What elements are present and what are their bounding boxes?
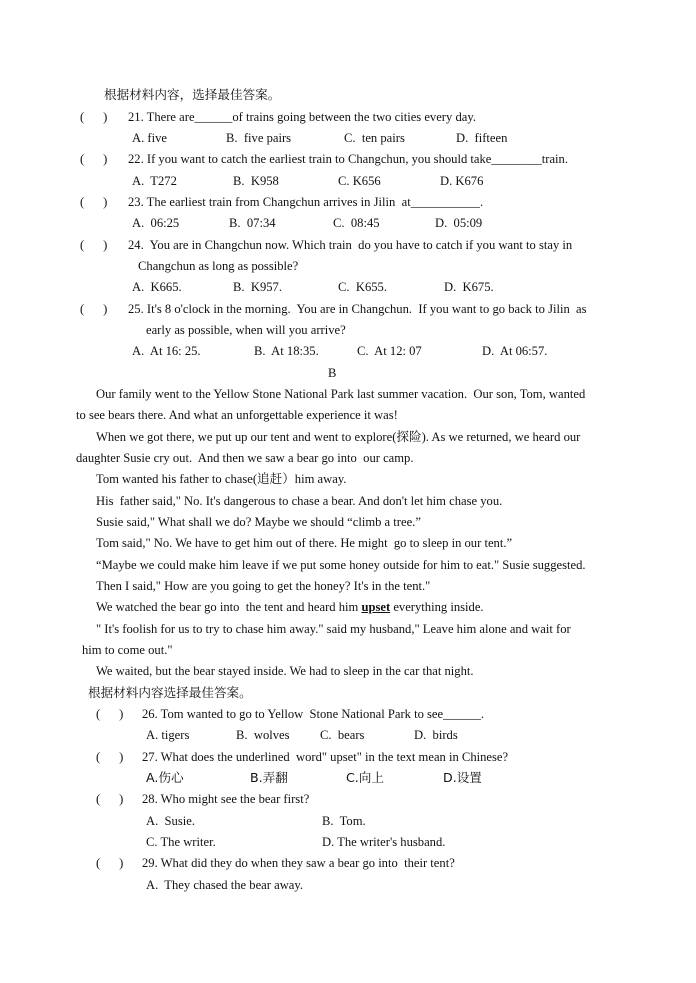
passage-text: We watched the bear go into the tent and heard him	[96, 600, 362, 614]
question-28-option-a: A. Susie.	[146, 814, 195, 828]
question-21-option-a: A. five	[132, 131, 167, 145]
question-23-option-d: D. 05:09	[435, 216, 483, 230]
question-21-bracket: ( )	[80, 110, 108, 124]
question-28-stem: 28. Who might see the bear first?	[142, 792, 310, 806]
question-21-option-d: D. fifteen	[456, 131, 508, 145]
section-b-heading: B	[328, 366, 337, 380]
question-27-stem: 27. What does the underlined word" upset" in the text mean in Chinese?	[142, 750, 509, 764]
question-26-bracket: ( )	[96, 707, 124, 721]
question-26-option-d: D. birds	[414, 728, 458, 742]
question-25-option-a: A. At 16: 25.	[132, 344, 201, 358]
passage-line: We waited, but the bear stayed inside. We had to sleep in the car that night.	[96, 664, 474, 678]
question-24-bracket: ( )	[80, 238, 108, 252]
passage-line: daughter Susie cry out. And then we saw a bear go into our camp.	[76, 451, 414, 465]
question-27-option-b: B.弄翻	[250, 770, 288, 785]
question-23-option-b: B. 07:34	[229, 216, 276, 230]
underlined-word: upset	[361, 600, 391, 614]
question-22-option-b: B. K958	[233, 174, 279, 188]
question-23-stem: 23. The earliest train from Changchun arrives in Jilin at___________.	[128, 195, 484, 209]
passage-line: him to come out."	[82, 643, 173, 657]
passage-line: His father said," No. It's dangerous to chase a bear. And don't let him chase you.	[96, 494, 503, 508]
passage-line: Then I said," How are you going to get the honey? It's in the tent."	[96, 579, 431, 593]
question-25-stem-cont: early as possible, when will you arrive?	[146, 323, 346, 337]
question-25-option-d: D. At 06:57.	[482, 344, 548, 358]
question-22-bracket: ( )	[80, 152, 108, 166]
question-29-stem: 29. What did they do when they saw a bear go into their tent?	[142, 856, 455, 870]
question-26-option-a: A. tigers	[146, 728, 190, 742]
question-28-bracket: ( )	[96, 792, 124, 806]
passage-line: “Maybe we could make him leave if we put some honey outside for him to eat." Susie suggested.	[96, 558, 586, 572]
question-26-option-b: B. wolves	[236, 728, 290, 742]
question-24-stem: 24. You are in Changchun now. Which train do you have to catch if you want to stay in	[128, 238, 573, 252]
question-23-option-c: C. 08:45	[333, 216, 380, 230]
question-27-option-a: A.伤心	[146, 770, 184, 785]
question-24-stem-cont: Changchun as long as possible?	[138, 259, 299, 273]
passage-line: Our family went to the Yellow Stone National Park last summer vacation. Our son, Tom, wanted	[96, 387, 586, 401]
question-28-option-d: D. The writer's husband.	[322, 835, 446, 849]
question-25-bracket: ( )	[80, 302, 108, 316]
question-23-bracket: ( )	[80, 195, 108, 209]
question-25-option-c: C. At 12: 07	[357, 344, 422, 358]
passage-line: " It's foolish for us to try to chase him away." said my husband," Leave him alone and wait for	[96, 622, 571, 636]
section-a-instruction: 根据材料内容，选择最佳答案。	[104, 87, 281, 102]
question-21-stem: 21. There are______of trains going between the two cities every day.	[128, 110, 476, 124]
question-22-option-c: C. K656	[338, 174, 381, 188]
passage-line: Tom wanted his father to chase(追赶）him away.	[96, 472, 347, 486]
section-b-instruction: 根据材料内容选择最佳答案。	[88, 685, 252, 700]
question-22-option-a: A. T272	[132, 174, 177, 188]
passage-line-upset	[96, 599, 484, 615]
passage-text: everything inside.	[390, 600, 484, 614]
question-24-option-c: C. K655.	[338, 280, 387, 294]
question-29-option-a: A. They chased the bear away.	[146, 878, 304, 892]
question-27-bracket: ( )	[96, 750, 124, 764]
question-28-option-c: C. The writer.	[146, 835, 216, 849]
passage-line: to see bears there. And what an unforgettable experience it was!	[76, 408, 398, 422]
passage-line: When we got there, we put up our tent and went to explore(探险). As we returned, we heard our	[96, 430, 581, 444]
question-29-bracket: ( )	[96, 856, 124, 870]
question-22-stem: 22. If you want to catch the earliest train to Changchun, you should take________train.	[128, 152, 568, 166]
passage-line: Tom said," No. We have to get him out of there. He might go to sleep in our tent.”	[96, 536, 513, 550]
question-28-option-b: B. Tom.	[322, 814, 366, 828]
question-27-option-d: D.设置	[443, 770, 482, 785]
question-26-option-c: C. bears	[320, 728, 365, 742]
question-26-stem: 26. Tom wanted to go to Yellow Stone National Park to see______.	[142, 707, 485, 721]
question-25-option-b: B. At 18:35.	[254, 344, 319, 358]
question-21-option-b: B. five pairs	[226, 131, 292, 145]
question-22-option-d: D. K676	[440, 174, 484, 188]
question-21-option-c: C. ten pairs	[344, 131, 405, 145]
question-24-option-b: B. K957.	[233, 280, 282, 294]
question-24-option-d: D. K675.	[444, 280, 494, 294]
question-24-option-a: A. K665.	[132, 280, 182, 294]
passage-line: Susie said," What shall we do? Maybe we should “climb a tree.”	[96, 515, 421, 529]
question-25-stem: 25. It's 8 o'clock in the morning. You are in Changchun. If you want to go back to Jilin as	[128, 302, 587, 316]
question-27-option-c: C.向上	[346, 770, 384, 785]
question-23-option-a: A. 06:25	[132, 216, 180, 230]
